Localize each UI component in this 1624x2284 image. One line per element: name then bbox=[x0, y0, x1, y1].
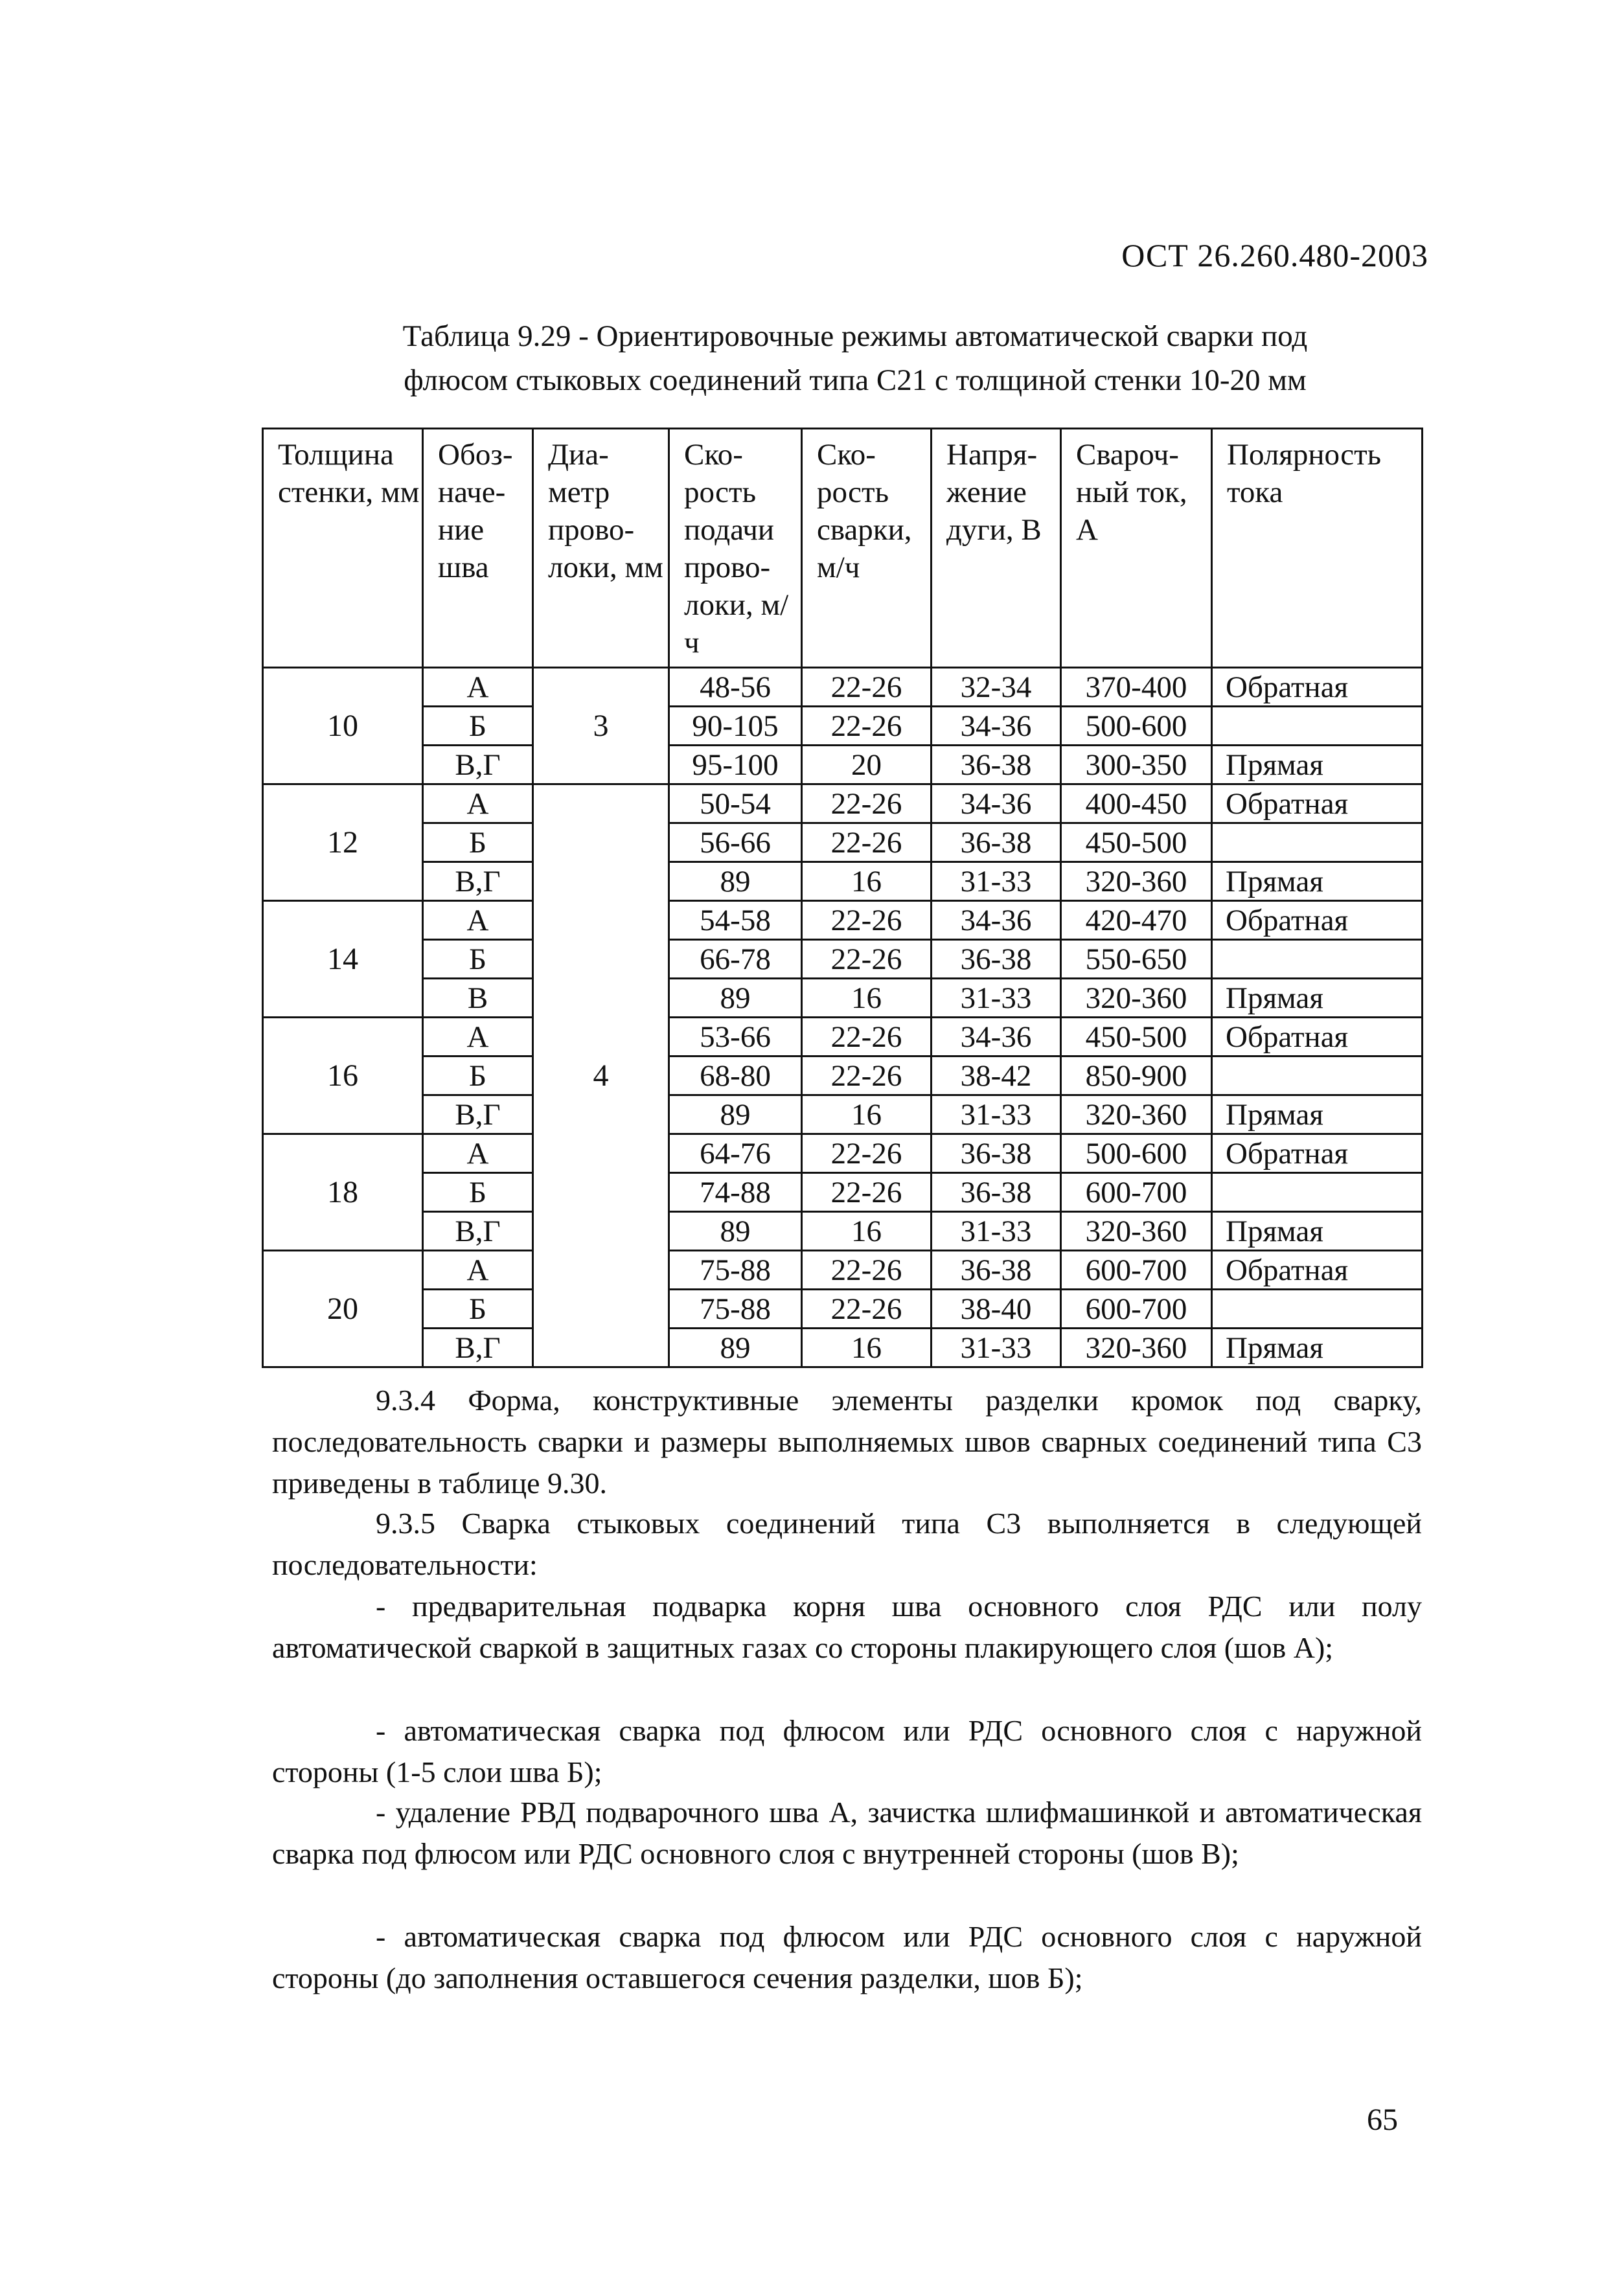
speed-cell: 22-26 bbox=[802, 1056, 932, 1095]
feed-cell: 54-58 bbox=[669, 901, 802, 940]
speed-cell: 16 bbox=[802, 1329, 932, 1367]
seam-cell: Б bbox=[423, 707, 533, 746]
voltage-cell: 36-38 bbox=[932, 940, 1061, 979]
feed-cell: 74-88 bbox=[669, 1173, 802, 1212]
thickness-cell: 16 bbox=[263, 1018, 423, 1134]
feed-cell: 89 bbox=[669, 1095, 802, 1134]
seam-cell: Б bbox=[423, 823, 533, 862]
seam-cell: В,Г bbox=[423, 862, 533, 901]
voltage-cell: 31-33 bbox=[932, 979, 1061, 1018]
seam-cell: Б bbox=[423, 1290, 533, 1329]
header-welding-current: Свароч-ный ток, А bbox=[1061, 429, 1212, 668]
header-arc-voltage: Напря-жение дуги, В bbox=[932, 429, 1061, 668]
table-row bbox=[263, 979, 1423, 1018]
voltage-cell: 38-42 bbox=[932, 1056, 1061, 1095]
polarity-cell: Обратная bbox=[1212, 1251, 1423, 1290]
current-cell: 400-450 bbox=[1061, 784, 1212, 823]
polarity-cell: Прямая bbox=[1212, 1212, 1423, 1251]
table-row bbox=[263, 1095, 1423, 1134]
table-body bbox=[263, 668, 1423, 1367]
polarity-cell: Прямая bbox=[1212, 862, 1423, 901]
current-cell: 420-470 bbox=[1061, 901, 1212, 940]
seam-cell: А bbox=[423, 1134, 533, 1173]
table-row bbox=[263, 1134, 1423, 1173]
voltage-cell: 31-33 bbox=[932, 862, 1061, 901]
polarity-cell: Обратная bbox=[1212, 1134, 1423, 1173]
seam-cell: А bbox=[423, 901, 533, 940]
feed-cell: 90-105 bbox=[669, 707, 802, 746]
speed-cell: 22-26 bbox=[802, 668, 932, 707]
current-cell: 450-500 bbox=[1061, 823, 1212, 862]
table-header-row bbox=[263, 429, 1423, 668]
table-row bbox=[263, 1173, 1423, 1212]
voltage-cell: 36-38 bbox=[932, 746, 1061, 784]
speed-cell: 22-26 bbox=[802, 1173, 932, 1212]
current-cell: 450-500 bbox=[1061, 1018, 1212, 1056]
polarity-cell: Прямая bbox=[1212, 746, 1423, 784]
feed-cell: 66-78 bbox=[669, 940, 802, 979]
seam-cell: В bbox=[423, 979, 533, 1018]
caption-line-1: Таблица 9.29 - Ориентировочные режимы автоматической сварки под bbox=[402, 319, 1308, 353]
polarity-cell: Обратная bbox=[1212, 668, 1423, 707]
current-cell: 320-360 bbox=[1061, 862, 1212, 901]
header-wire-feed-speed: Ско-рость подачи прово-локи, м/ч bbox=[669, 429, 802, 668]
table-row bbox=[263, 1329, 1423, 1367]
feed-cell: 64-76 bbox=[669, 1134, 802, 1173]
caption-line-2: флюсом стыковых соединений типа С21 с толщиной стенки 10-20 мм bbox=[404, 363, 1307, 397]
table-row bbox=[263, 901, 1423, 940]
voltage-cell: 34-36 bbox=[932, 901, 1061, 940]
feed-cell: 50-54 bbox=[669, 784, 802, 823]
speed-cell: 22-26 bbox=[802, 1290, 932, 1329]
header-seam: Обоз-наче-ние шва bbox=[423, 429, 533, 668]
feed-cell: 75-88 bbox=[669, 1251, 802, 1290]
speed-cell: 22-26 bbox=[802, 1134, 932, 1173]
list-item: - удаление РВД подварочного шва А, зачистка шлифмашинкой и автоматическая сварка под флюсом или РДС основного слоя с внутренней стороны (шов В); bbox=[272, 1796, 1422, 1870]
header-wire-diameter: Диа-метр прово-локи, мм bbox=[533, 429, 669, 668]
welding-modes-table bbox=[262, 428, 1423, 1368]
feed-cell: 56-66 bbox=[669, 823, 802, 862]
table-caption bbox=[330, 314, 1380, 402]
seam-cell: А bbox=[423, 784, 533, 823]
speed-cell: 22-26 bbox=[802, 940, 932, 979]
speed-cell: 22-26 bbox=[802, 784, 932, 823]
diameter-cell: 4 bbox=[533, 784, 669, 1367]
thickness-cell: 20 bbox=[263, 1251, 423, 1367]
current-cell: 370-400 bbox=[1061, 668, 1212, 707]
thickness-cell: 14 bbox=[263, 901, 423, 1018]
speed-cell: 22-26 bbox=[802, 901, 932, 940]
polarity-cell bbox=[1212, 1056, 1423, 1095]
current-cell: 550-650 bbox=[1061, 940, 1212, 979]
feed-cell: 89 bbox=[669, 862, 802, 901]
voltage-cell: 32-34 bbox=[932, 668, 1061, 707]
feed-cell: 89 bbox=[669, 1329, 802, 1367]
current-cell: 600-700 bbox=[1061, 1173, 1212, 1212]
polarity-cell: Обратная bbox=[1212, 901, 1423, 940]
current-cell: 320-360 bbox=[1061, 1095, 1212, 1134]
voltage-cell: 34-36 bbox=[932, 1018, 1061, 1056]
current-cell: 320-360 bbox=[1061, 1329, 1212, 1367]
thickness-cell: 18 bbox=[263, 1134, 423, 1251]
current-cell: 320-360 bbox=[1061, 1212, 1212, 1251]
seam-cell: В,Г bbox=[423, 1212, 533, 1251]
list-item: - автоматическая сварка под флюсом или РДС основного слоя с наружной стороны (до заполнения оставшегося сечения разделки, шов Б); bbox=[272, 1920, 1422, 1994]
seam-cell: В,Г bbox=[423, 1095, 533, 1134]
feed-cell: 75-88 bbox=[669, 1290, 802, 1329]
header-thickness: Толщина стенки, мм bbox=[263, 429, 423, 668]
paragraph-9-3-5 bbox=[272, 1503, 1422, 1586]
current-cell: 850-900 bbox=[1061, 1056, 1212, 1095]
current-cell: 500-600 bbox=[1061, 1134, 1212, 1173]
polarity-cell bbox=[1212, 940, 1423, 979]
current-cell: 500-600 bbox=[1061, 707, 1212, 746]
seam-cell: А bbox=[423, 1251, 533, 1290]
voltage-cell: 31-33 bbox=[932, 1095, 1061, 1134]
diameter-cell: 3 bbox=[533, 668, 669, 784]
voltage-cell: 36-38 bbox=[932, 1134, 1061, 1173]
table-row bbox=[263, 1212, 1423, 1251]
voltage-cell: 36-38 bbox=[932, 823, 1061, 862]
speed-cell: 16 bbox=[802, 1212, 932, 1251]
header-welding-speed: Ско-рость сварки, м/ч bbox=[802, 429, 932, 668]
list-item: - автоматическая сварка под флюсом или РДС основного слоя с наружной стороны (1-5 слои шва Б); bbox=[272, 1714, 1422, 1788]
feed-cell: 48-56 bbox=[669, 668, 802, 707]
table-row bbox=[263, 823, 1423, 862]
table-row bbox=[263, 1251, 1423, 1290]
voltage-cell: 31-33 bbox=[932, 1212, 1061, 1251]
paragraph-9-3-4 bbox=[272, 1380, 1422, 1504]
voltage-cell: 36-38 bbox=[932, 1173, 1061, 1212]
feed-cell: 53-66 bbox=[669, 1018, 802, 1056]
voltage-cell: 31-33 bbox=[932, 1329, 1061, 1367]
document-code: ОСТ 26.260.480-2003 bbox=[1121, 237, 1428, 273]
current-cell: 320-360 bbox=[1061, 979, 1212, 1018]
seam-cell: Б bbox=[423, 940, 533, 979]
seam-cell: В,Г bbox=[423, 746, 533, 784]
seam-cell: Б bbox=[423, 1173, 533, 1212]
thickness-cell: 12 bbox=[263, 784, 423, 901]
paragraph-9-3-5-text: 9.3.5 Сварка стыковых соединений типа С3 выполняется в следующей последовательности: bbox=[272, 1507, 1422, 1581]
table-row bbox=[263, 1290, 1423, 1329]
table-row bbox=[263, 862, 1423, 901]
polarity-cell: Прямая bbox=[1212, 979, 1423, 1018]
current-cell: 300-350 bbox=[1061, 746, 1212, 784]
voltage-cell: 34-36 bbox=[932, 707, 1061, 746]
speed-cell: 22-26 bbox=[802, 1251, 932, 1290]
polarity-cell: Обратная bbox=[1212, 1018, 1423, 1056]
seam-cell: В,Г bbox=[423, 1329, 533, 1367]
polarity-cell bbox=[1212, 1173, 1423, 1212]
feed-cell: 89 bbox=[669, 1212, 802, 1251]
seam-cell: А bbox=[423, 668, 533, 707]
table-row bbox=[263, 1018, 1423, 1056]
speed-cell: 16 bbox=[802, 979, 932, 1018]
speed-cell: 22-26 bbox=[802, 707, 932, 746]
polarity-cell: Прямая bbox=[1212, 1095, 1423, 1134]
table-row bbox=[263, 746, 1423, 784]
paragraph-9-3-4-text: 9.3.4 Форма, конструктивные элементы разделки кромок под сварку, последовательность сварки и размеры выполняемых швов сварных соединений типа С3 приведены в таблице 9.30. bbox=[272, 1384, 1422, 1500]
page-number: 65 bbox=[1367, 2103, 1398, 2137]
table-row bbox=[263, 1056, 1423, 1095]
seam-cell: А bbox=[423, 1018, 533, 1056]
voltage-cell: 34-36 bbox=[932, 784, 1061, 823]
speed-cell: 16 bbox=[802, 1095, 932, 1134]
polarity-cell bbox=[1212, 823, 1423, 862]
current-cell: 600-700 bbox=[1061, 1251, 1212, 1290]
thickness-cell: 10 bbox=[263, 668, 423, 784]
seam-cell: Б bbox=[423, 1056, 533, 1095]
voltage-cell: 36-38 bbox=[932, 1251, 1061, 1290]
table-row bbox=[263, 707, 1423, 746]
feed-cell: 89 bbox=[669, 979, 802, 1018]
feed-cell: 95-100 bbox=[669, 746, 802, 784]
polarity-cell: Прямая bbox=[1212, 1329, 1423, 1367]
speed-cell: 20 bbox=[802, 746, 932, 784]
voltage-cell: 38-40 bbox=[932, 1290, 1061, 1329]
speed-cell: 22-26 bbox=[802, 823, 932, 862]
table-row bbox=[263, 668, 1423, 707]
header-polarity: Полярность тока bbox=[1212, 429, 1423, 668]
table-row bbox=[263, 940, 1423, 979]
speed-cell: 22-26 bbox=[802, 1018, 932, 1056]
current-cell: 600-700 bbox=[1061, 1290, 1212, 1329]
polarity-cell bbox=[1212, 1290, 1423, 1329]
polarity-cell: Обратная bbox=[1212, 784, 1423, 823]
speed-cell: 16 bbox=[802, 862, 932, 901]
feed-cell: 68-80 bbox=[669, 1056, 802, 1095]
polarity-cell bbox=[1212, 707, 1423, 746]
list-item: - предварительная подварка корня шва основного слоя РДС или полу автоматической сваркой в защитных газах со стороны плакирующего слоя (шов А); bbox=[272, 1590, 1422, 1664]
table-row bbox=[263, 784, 1423, 823]
